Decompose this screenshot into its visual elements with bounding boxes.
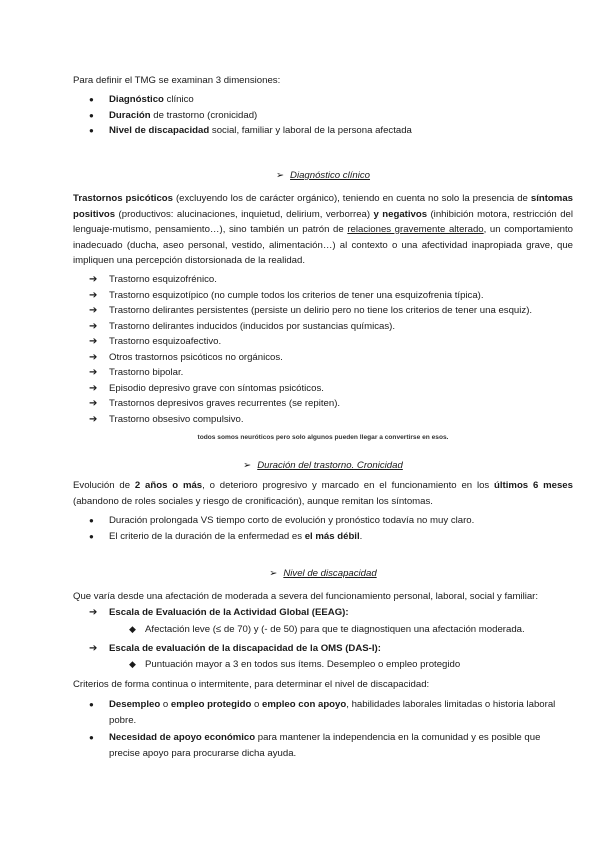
arrowhead-icon: ➢ bbox=[243, 460, 252, 471]
list-item: ● Nivel de discapacidad social, familiar y laboral de la persona afectada bbox=[73, 123, 573, 139]
diamond-bullet-icon bbox=[129, 622, 141, 638]
duracion-list bbox=[73, 513, 573, 544]
scale-detail-eeag bbox=[73, 622, 573, 638]
diamond-bullet-icon bbox=[129, 657, 141, 673]
list-item: ● Necesidad de apoyo económico para mantener la independencia en la comunidad y es posible que precise apoyo para procurarse dicha ayuda. bbox=[73, 730, 573, 761]
arrow-right-icon bbox=[89, 334, 101, 350]
criteria-list bbox=[73, 697, 573, 761]
arrow-right-icon bbox=[89, 412, 101, 428]
discapacidad-intro: Que varía desde una afectación de moderada a severa del funcionamiento personal, laboral, social y familiar: bbox=[73, 591, 539, 602]
arrow-right-icon bbox=[89, 641, 101, 657]
bullet-icon bbox=[89, 92, 101, 108]
arrow-right-icon bbox=[89, 350, 101, 366]
arrow-right-icon bbox=[89, 605, 101, 621]
bullet-icon bbox=[89, 529, 101, 545]
criteria-line: Criterios de forma continua o intermitente, para determinar el nivel de discapacidad: bbox=[73, 679, 430, 690]
list-item: ● Diagnóstico clínico bbox=[73, 92, 573, 108]
list-item: ➔ Trastorno delirantes inducidos (inducidos por sustancias químicas). bbox=[73, 319, 573, 335]
section-heading-discapacidad: ➢ Nivel de discapacidad bbox=[269, 568, 377, 579]
list-item: ➔ Trastorno esquizotípico (no cumple todos los criterios de tener una esquizofrenia típica). bbox=[73, 288, 573, 304]
arrow-right-icon bbox=[89, 303, 101, 319]
section-heading-duracion: ➢ Duración del trastorno. Cronicidad bbox=[243, 460, 403, 471]
list-item: ● Duración prolongada VS tiempo corto de evolución y pronóstico todavía no muy claro. bbox=[73, 513, 573, 529]
bullet-icon bbox=[89, 513, 101, 529]
list-item: ➔ Trastorno esquizofrénico. bbox=[73, 272, 573, 288]
list-item: ➔ Trastorno bipolar. bbox=[73, 365, 573, 381]
scale-detail-das bbox=[73, 657, 573, 673]
intro-line: Para definir el TMG se examinan 3 dimensiones: bbox=[73, 75, 281, 86]
list-item: ◆ Puntuación mayor a 3 en todos sus ítems. Desempleo o empleo protegido bbox=[73, 657, 573, 673]
list-item: ◆ Afectación leve (≤ de 70) y (- de 50) para que te diagnostiquen una afectación moderada. bbox=[73, 622, 573, 638]
arrow-right-icon bbox=[89, 365, 101, 381]
list-item: ● El criterio de la duración de la enfermedad es el más débil. bbox=[73, 529, 573, 545]
list-item: ● Desempleo o empleo protegido o empleo con apoyo, habilidades laborales limitadas o historia laboral pobre. bbox=[73, 697, 573, 728]
duracion-paragraph: Evolución de 2 años o más, o deterioro progresivo y marcado en el funcionamiento en los últimos 6 meses (abandono de roles sociales y riesgo de cronificación), aunque remitan los síntomas. bbox=[73, 480, 573, 507]
arrowhead-icon: ➢ bbox=[275, 170, 285, 181]
bullet-icon bbox=[89, 108, 101, 124]
list-item: ➔ Escala de Evaluación de la Actividad Global (EEAG): bbox=[73, 605, 573, 621]
disorders-list bbox=[73, 272, 573, 427]
list-item: ➔ Otros trastornos psicóticos no orgánicos. bbox=[73, 350, 573, 366]
arrow-right-icon bbox=[89, 319, 101, 335]
dimensions-list bbox=[73, 92, 573, 139]
arrow-right-icon bbox=[89, 381, 101, 397]
list-item: ➔ Escala de evaluación de la discapacidad de la OMS (DAS-I): bbox=[73, 641, 573, 657]
bullet-icon bbox=[89, 123, 101, 139]
bullet-icon bbox=[89, 697, 101, 713]
list-item: ➔ Trastorno esquizoafectivo. bbox=[73, 334, 573, 350]
section-heading-diagnostico: ➢ Diagnóstico clínico bbox=[275, 170, 371, 181]
note-text: todos somos neuróticos pero solo algunos pueden llegar a convertirse en esos. bbox=[197, 434, 449, 441]
list-item: ➔ Episodio depresivo grave con síntomas psicóticos. bbox=[73, 381, 573, 397]
arrow-right-icon bbox=[89, 396, 101, 412]
scale-list-eeag bbox=[73, 605, 573, 621]
list-item: ● Duración de trastorno (cronicidad) bbox=[73, 108, 573, 124]
list-item: ➔ Trastorno obsesivo compulsivo. bbox=[73, 412, 573, 428]
diagnostico-paragraph: Trastornos psicóticos (excluyendo los de carácter orgánico), teniendo en cuenta no solo la presencia de síntomas positivos (productivos: alucinaciones, inquietud, delirium, verborrea) y negativos (inhibición motora, restricción del lenguaje-mutismo, pensamiento…), sino también un patrón de relaciones gravemente alterado, un comportamiento inadecuado (ducha, aseo personal, vestido, alimentación…) al contexto o una afectividad inapropiada grave, que impliquen una percepción distorsionada de la realidad. bbox=[73, 193, 573, 266]
list-item: ➔ Trastorno delirantes persistentes (persiste un delirio pero no tiene los criterios de tener una esquiz). bbox=[73, 303, 573, 319]
list-item: ➔ Trastornos depresivos graves recurrentes (se repiten). bbox=[73, 396, 573, 412]
scale-list-das bbox=[73, 641, 573, 657]
arrow-right-icon bbox=[89, 288, 101, 304]
arrow-right-icon bbox=[89, 272, 101, 288]
arrowhead-icon: ➢ bbox=[269, 568, 278, 579]
bullet-icon bbox=[89, 730, 101, 746]
